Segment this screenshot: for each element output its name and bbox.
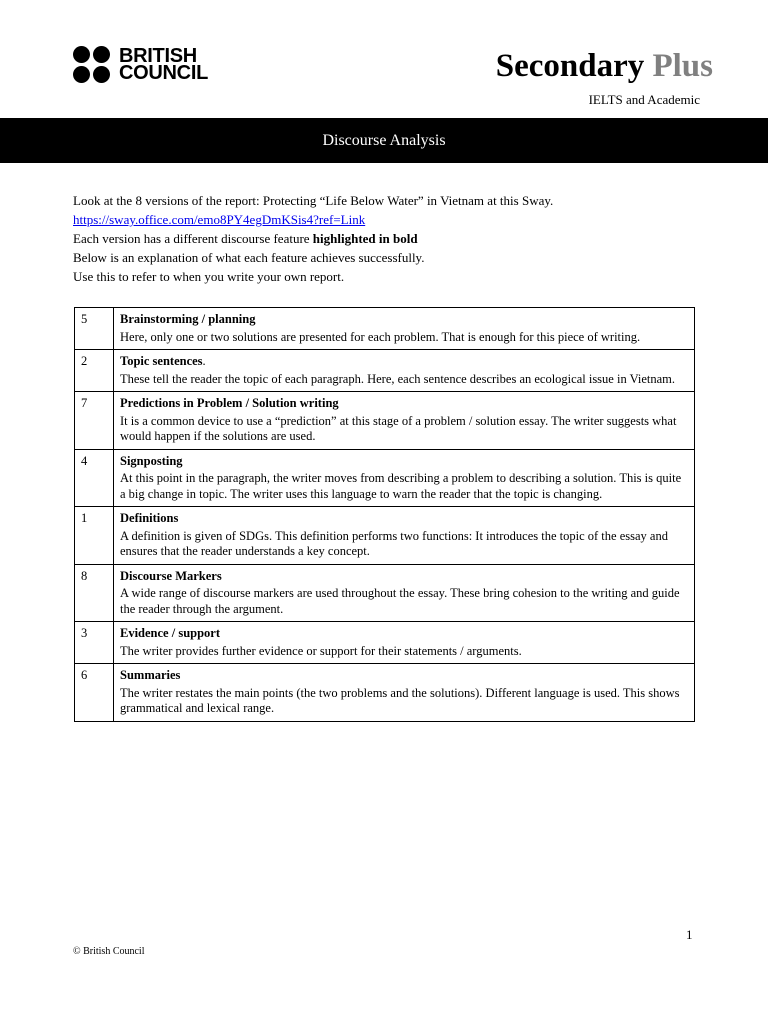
feature-description: At this point in the paragraph, the writer moves from describing a problem to describing a solution. This is quite a big change in topic. The writer uses this language to warn the reader that the topic is changing.	[120, 471, 682, 501]
feature-title-text: Definitions	[120, 511, 179, 525]
feature-title-text: Signposting	[120, 453, 183, 468]
table-row	[75, 350, 695, 392]
intro-line-1: Look at the 8 versions of the report: Protecting “Life Below Water” in Vietnam at this Sway.	[73, 193, 554, 208]
row-number: 3	[75, 622, 114, 664]
intro-line-5: Use this to refer to when you write your own report.	[73, 269, 345, 284]
banner-title: Discourse Analysis	[322, 131, 446, 149]
row-content	[114, 664, 695, 722]
row-number: 2	[75, 350, 114, 392]
feature-title	[120, 668, 688, 684]
page-number: 1	[686, 927, 693, 942]
table-row	[75, 622, 695, 664]
copyright-footer: © British Council	[73, 946, 145, 957]
logo-wordmark	[119, 45, 209, 84]
row-number: 6	[75, 664, 114, 722]
feature-title-text: Brainstorming / planning	[120, 312, 256, 326]
logo-line-1: BRITISH	[119, 45, 197, 67]
sway-link[interactable]: https://sway.office.com/emo8PY4egDmKSis4?ref=Link	[73, 212, 366, 227]
feature-description: A definition is given of SDGs. This definition performs two functions: It introduces the topic of the essay and ensures that the reader understands a key concept.	[120, 528, 668, 558]
table-row	[75, 308, 695, 350]
intro-line-3-text: Each version has a different discourse feature	[73, 231, 313, 246]
table-row	[75, 564, 695, 622]
feature-description: It is a common device to use a “prediction” at this stage of a problem / solution essay. The writer suggests what would happen if the solutions are used.	[120, 413, 677, 443]
feature-title	[120, 454, 688, 470]
british-council-logo	[73, 46, 208, 84]
row-content	[114, 350, 695, 392]
row-number: 1	[75, 507, 114, 565]
row-number: 8	[75, 564, 114, 622]
table-row	[75, 664, 695, 722]
feature-title	[120, 626, 688, 642]
feature-title-text: Discourse Markers	[120, 568, 222, 583]
feature-description: A wide range of discourse markers are used throughout the essay. These bring cohesion to the writing and guide the reader through the argument.	[120, 586, 680, 616]
feature-title-text: Predictions in Problem / Solution writing	[120, 396, 339, 410]
feature-title	[120, 511, 688, 527]
feature-title-suffix: .	[202, 354, 206, 368]
page-title	[496, 46, 713, 86]
intro-line-3-bold: highlighted in bold	[312, 231, 418, 246]
features-table	[74, 307, 695, 722]
row-content	[114, 392, 695, 450]
intro-line-4: Below is an explanation of what each feature achieves successfully.	[73, 250, 425, 265]
feature-title-text: Summaries	[120, 668, 181, 682]
logo-dots-icon	[73, 46, 113, 84]
feature-description: The writer restates the main points (the two problems and the solutions). Different language is used. This shows grammatical and lexical range.	[120, 685, 680, 715]
logo-line-2: COUNCIL	[119, 62, 209, 84]
feature-title-text: Topic sentences	[120, 354, 203, 368]
table-row	[75, 392, 695, 450]
intro-line-3	[73, 229, 713, 248]
feature-title	[120, 354, 688, 370]
feature-title-text: Evidence / support	[120, 626, 221, 640]
page-subtitle: IELTS and Academic	[588, 92, 700, 107]
row-number: 7	[75, 392, 114, 450]
section-banner	[0, 118, 768, 163]
table-row	[75, 507, 695, 565]
feature-title	[120, 312, 688, 328]
row-number: 5	[75, 308, 114, 350]
feature-description: These tell the reader the topic of each paragraph. Here, each sentence describes an ecological issue in Vietnam.	[120, 371, 676, 386]
table-row	[75, 449, 695, 507]
row-content	[114, 622, 695, 664]
feature-title	[120, 396, 688, 412]
row-content	[114, 564, 695, 622]
feature-title	[120, 569, 688, 585]
title-accent: Plus	[652, 48, 713, 84]
intro-text	[73, 191, 713, 286]
row-content	[114, 449, 695, 507]
title-main: Secondary	[495, 48, 645, 84]
feature-description: Here, only one or two solutions are presented for each problem. That is enough for this piece of writing.	[120, 329, 641, 344]
feature-description: The writer provides further evidence or support for their statements / arguments.	[120, 643, 522, 658]
row-content	[114, 308, 695, 350]
row-number: 4	[75, 449, 114, 507]
row-content	[114, 507, 695, 565]
